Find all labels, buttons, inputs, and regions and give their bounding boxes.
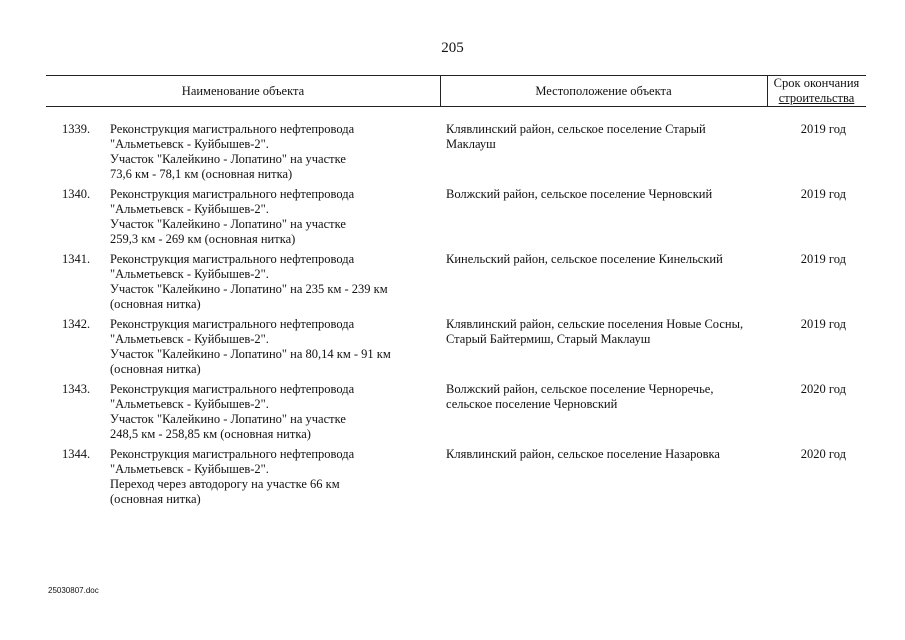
- object-location-line: сельское поселение Черновский: [446, 397, 618, 411]
- row-number: 1343.: [62, 382, 91, 396]
- object-name: [110, 317, 440, 377]
- object-name-line: Участок "Калейкино - Лопатино" на участке: [110, 412, 346, 426]
- object-location: [446, 447, 764, 462]
- object-location-line: Клявлинский район, сельское поселение Назаровка: [446, 447, 720, 461]
- object-name-line: Реконструкция магистрального нефтепровода: [110, 447, 355, 461]
- row-number: 1341.: [62, 252, 91, 266]
- object-name-line: Участок "Калейкино - Лопатино" на 235 км - 239 км: [110, 282, 388, 296]
- object-name-line: "Альметьевск - Куйбышев-2".: [110, 332, 269, 346]
- table-row: [46, 252, 866, 317]
- header-term-line2: строительства: [778, 91, 855, 105]
- page-number: 205: [441, 40, 464, 56]
- table-row: [46, 382, 866, 447]
- construction-term: 2019 год: [800, 317, 846, 331]
- table-row: [46, 187, 866, 252]
- object-name-line: 248,5 км - 258,85 км (основная нитка): [110, 427, 311, 441]
- construction-term: 2019 год: [800, 252, 846, 266]
- object-name-line: (основная нитка): [110, 362, 201, 376]
- object-location: [446, 382, 764, 412]
- object-name: [110, 382, 440, 442]
- object-location-line: Клявлинский район, сельские поселения Новые Сосны,: [446, 317, 744, 331]
- header-term-line1: Срок окончания: [773, 76, 860, 90]
- object-location-line: Кинельский район, сельское поселение Кинельский: [446, 252, 723, 266]
- object-name-line: Реконструкция магистрального нефтепровода: [110, 317, 355, 331]
- header-construction-term: [767, 76, 866, 106]
- object-name-line: 259,3 км - 269 км (основная нитка): [110, 232, 296, 246]
- object-name-line: Переход через автодорогу на участке 66 км: [110, 477, 340, 491]
- object-name-line: "Альметьевск - Куйбышев-2".: [110, 462, 269, 476]
- row-number: 1342.: [62, 317, 91, 331]
- object-location-line: Старый Байтермиш, Старый Маклауш: [446, 332, 651, 346]
- row-number: 1340.: [62, 187, 91, 201]
- construction-term: 2019 год: [800, 187, 846, 201]
- object-name-line: (основная нитка): [110, 297, 201, 311]
- object-name-line: "Альметьевск - Куйбышев-2".: [110, 137, 269, 151]
- table-row: [46, 122, 866, 187]
- object-name: [110, 122, 440, 182]
- construction-term: 2020 год: [800, 447, 846, 461]
- object-name: [110, 252, 440, 312]
- object-location-line: Маклауш: [446, 137, 496, 151]
- object-name-line: Реконструкция магистрального нефтепровода: [110, 382, 355, 396]
- document-filename: 25030807.doc: [48, 586, 99, 595]
- table-body: [46, 122, 866, 512]
- object-name-line: Участок "Калейкино - Лопатино" на участке: [110, 152, 346, 166]
- table-row: [46, 317, 866, 382]
- object-location-line: Волжский район, сельское поселение Черноречье,: [446, 382, 714, 396]
- object-name-line: Реконструкция магистрального нефтепровода: [110, 122, 355, 136]
- object-name: [110, 187, 440, 247]
- table-header: [46, 75, 866, 107]
- object-location-line: Клявлинский район, сельское поселение Старый: [446, 122, 706, 136]
- construction-term: 2019 год: [800, 122, 846, 136]
- header-object-location: Местоположение объекта: [535, 83, 672, 98]
- table-row: [46, 447, 866, 512]
- object-name-line: Участок "Калейкино - Лопатино" на участке: [110, 217, 346, 231]
- object-name-line: Участок "Калейкино - Лопатино" на 80,14 км - 91 км: [110, 347, 391, 361]
- object-name-line: 73,6 км - 78,1 км (основная нитка): [110, 167, 293, 181]
- object-name-line: Реконструкция магистрального нефтепровода: [110, 187, 355, 201]
- object-name-line: "Альметьевск - Куйбышев-2".: [110, 397, 269, 411]
- construction-term: 2020 год: [800, 382, 846, 396]
- object-name: [110, 447, 440, 507]
- object-location: [446, 187, 764, 202]
- object-location: [446, 252, 764, 267]
- object-name-line: (основная нитка): [110, 492, 201, 506]
- object-name-line: "Альметьевск - Куйбышев-2".: [110, 267, 269, 281]
- object-location: [446, 317, 764, 347]
- row-number: 1344.: [62, 447, 91, 461]
- object-name-line: Реконструкция магистрального нефтепровода: [110, 252, 355, 266]
- header-object-name: Наименование объекта: [181, 83, 305, 98]
- row-number: 1339.: [62, 122, 91, 136]
- object-location: [446, 122, 764, 152]
- object-location-line: Волжский район, сельское поселение Черновский: [446, 187, 713, 201]
- object-name-line: "Альметьевск - Куйбышев-2".: [110, 202, 269, 216]
